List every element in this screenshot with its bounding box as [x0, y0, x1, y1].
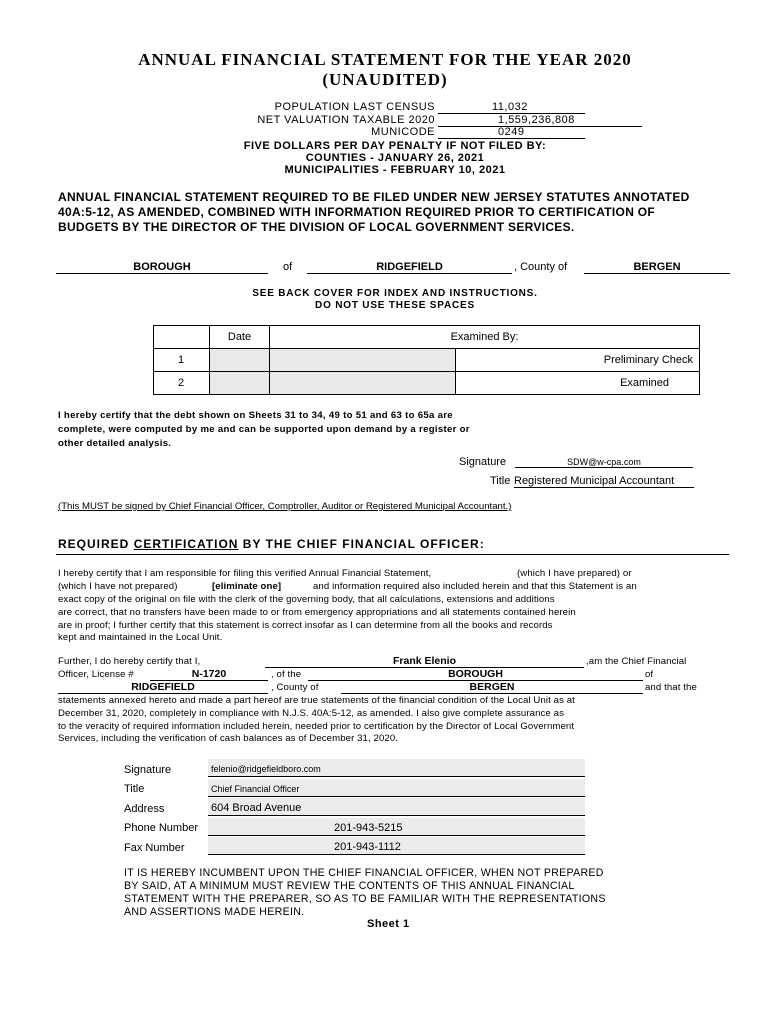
of-the-label: , of the [271, 669, 302, 680]
debt-title-field[interactable]: Registered Municipal Accountant [514, 475, 694, 488]
debt-cert-line-3: other detailed analysis. [58, 438, 172, 449]
penalty-line-1: FIVE DOLLARS PER DAY PENALTY IF NOT FILED BY: [243, 140, 547, 152]
cfo-p1-l2c: and information required also included herein and that this Statement is an [313, 581, 637, 592]
statute-notice: ANNUAL FINANCIAL STATEMENT REQUIRED TO BE FILED UNDER NEW JERSEY STATUTES ANNOTATED 40A:5-12, AS AMENDED, COMBINED WITH INFORMATION REQUIRED PRIOR TO CERTIFICATION OF BUDGETS BY THE DIRECTOR OF THE DIVISION OF LOCAL GOVERNMENT SERVICES. [58, 190, 690, 234]
exam-examined-by-header: Examined By: [270, 326, 700, 349]
cfo-p1-l1b: (which I have prepared) or [517, 568, 632, 579]
must-sign-note: (This MUST be signed by Chief Financial Officer, Comptroller, Auditor or Registered Municipal Accountant.) [58, 501, 512, 512]
debt-signature-field[interactable]: SDW@w-cpa.com [515, 457, 693, 468]
am-cfo-label: ,am the Chief Financial [586, 656, 687, 667]
incumbent-line-4: AND ASSERTIONS MADE HEREIN. [124, 906, 305, 918]
population-label: POPULATION LAST CENSUS [274, 101, 435, 113]
cfo-address-field[interactable]: 604 Broad Avenue [208, 798, 585, 816]
county-name: BERGEN [584, 261, 730, 274]
cfo-entity-type-field[interactable]: BOROUGH [308, 668, 643, 681]
county-label: , County of [514, 261, 568, 273]
cfo-title-field[interactable]: Chief Financial Officer [208, 779, 585, 797]
exam-row-label: Examined [456, 372, 700, 395]
exam-table [153, 325, 700, 395]
table-row [154, 372, 700, 395]
cover-note-1: SEE BACK COVER FOR INDEX AND INSTRUCTIONS. [252, 288, 538, 299]
officer-license-label: Officer, License # [58, 669, 134, 680]
net-valuation-label: NET VALUATION TAXABLE 2020 [257, 114, 435, 126]
cfo-p2-l4: Services, including the verification of cash balances as of December 31, 2020. [58, 733, 399, 744]
cfo-p2-l2: December 31, 2020, completely in compliance with N.J.S. 40A:5-12, as amended. I also give complete assurance as [58, 708, 564, 719]
county-of-label: , County of [271, 682, 319, 693]
cfo-heading: REQUIRED CERTIFICATION BY THE CHIEF FINANCIAL OFFICER: [58, 537, 485, 551]
debt-signature-label: Signature [459, 456, 507, 468]
and-that-label: and that the [645, 682, 697, 693]
cfo-p2-l1: statements annexed hereto and made a part hereof are true statements of the financial condition of the Local Unit as at [58, 695, 575, 706]
cfo-signature-field[interactable]: felenio@ridgefieldboro.com [208, 759, 585, 777]
cfo-signature-label: Signature [124, 764, 172, 776]
entity-type: BOROUGH [56, 261, 268, 274]
cfo-p1-l2a: (which I have not prepared) [58, 581, 178, 592]
cfo-entity-name-field[interactable]: RIDGEFIELD [58, 681, 268, 694]
cfo-address-label: Address [124, 803, 165, 815]
exam-row-label: Preliminary Check [456, 349, 700, 372]
of-word-label: of [645, 669, 654, 680]
cfo-p1-l4: are correct, that no transfers have been made to or from emergency appropriations and all statements contained herein [58, 607, 576, 618]
cfo-p1-l2b: [eliminate one] [212, 581, 282, 592]
cfo-fax-field[interactable]: 201-943-1112 [208, 837, 585, 855]
net-valuation-value: 1,559,236,808 [438, 114, 642, 127]
cfo-title-label: Title [124, 783, 145, 795]
sheet-number: Sheet 1 [367, 918, 410, 930]
cfo-p2-l3: to the veracity of required information included herein, needed prior to certification by the Director of Local Government [58, 721, 575, 732]
cfo-fax-label: Fax Number [124, 842, 185, 854]
exam-date-header: Date [210, 326, 270, 349]
cfo-p1-l3: exact copy of the original on file with the clerk of the governing body, that all calculations, extensions and additions [58, 594, 555, 605]
cfo-county-field[interactable]: BERGEN [341, 681, 643, 694]
cfo-p1-l6: kept and maintained in the Local Unit. [58, 632, 223, 643]
cfo-p1-l1a: I hereby certify that I am responsible for filing this verified Annual Financial Statement, [58, 568, 432, 579]
cfo-phone-field[interactable]: 201-943-5215 [208, 818, 585, 836]
incumbent-line-2: BY SAID, AT A MINIMUM MUST REVIEW THE CONTENTS OF THIS ANNUAL FINANCIAL [124, 880, 575, 892]
entity-name: RIDGEFIELD [307, 261, 512, 274]
debt-cert-line-1: I hereby certify that the debt shown on Sheets 31 to 34, 49 to 51 and 63 to 65a are [58, 410, 453, 421]
cfo-phone-label: Phone Number [124, 822, 198, 834]
exam-row-num: 2 [154, 372, 210, 395]
debt-title-label: Title [490, 475, 511, 487]
cfo-name-field[interactable]: Frank Elenio [265, 655, 584, 668]
penalty-line-2: COUNTIES - JANUARY 26, 2021 [305, 152, 485, 164]
municode-value: 0249 [438, 126, 585, 139]
further-label: Further, I do hereby certify that I, [58, 656, 201, 667]
penalty-line-3: MUNICIPALITIES - FEBRUARY 10, 2021 [284, 164, 506, 176]
exam-row-num: 1 [154, 349, 210, 372]
cover-note-2: DO NOT USE THESE SPACES [315, 300, 475, 311]
incumbent-line-3: STATEMENT WITH THE PREPARER, SO AS TO BE FAMILIAR WITH THE REPRESENTATIONS [124, 893, 606, 905]
page-title: ANNUAL FINANCIAL STATEMENT FOR THE YEAR 2020 [138, 50, 632, 69]
license-field[interactable]: N-1720 [150, 668, 268, 681]
population-value: 11,032 [438, 101, 585, 114]
cfo-p1-l5: are in proof; I further certify that this statement is correct insofar as I can determine from all the books and records [58, 620, 553, 631]
cfo-heading-divider [56, 554, 729, 555]
table-row [154, 349, 700, 372]
municode-label: MUNICODE [371, 126, 435, 138]
page-subtitle: (UNAUDITED) [322, 70, 448, 89]
debt-cert-line-2: complete, were computed by me and can be supported upon demand by a register or [58, 424, 470, 435]
entity-of-label: of [283, 261, 293, 273]
incumbent-line-1: IT IS HEREBY INCUMBENT UPON THE CHIEF FINANCIAL OFFICER, WHEN NOT PREPARED [124, 867, 604, 879]
